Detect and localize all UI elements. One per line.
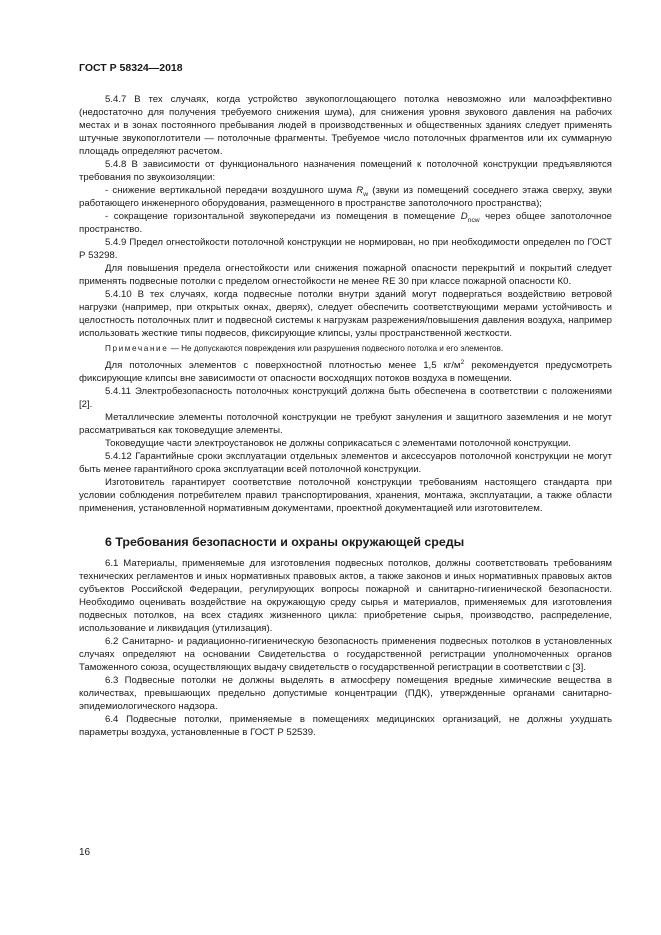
symbol-d: D	[460, 211, 468, 222]
paragraph-5-4-7: 5.4.7 В тех случаях, когда устройство звукопоглощающего потолка невозможно или малоэффективно (недостаточно для получения требуемого снижения шума), для снижения уровня звукового давления на рабочих местах и в зонах постоянного пребывания людей в производственных и общественных зданиях следует применять штучные звукопоглотители — потолочные фрагменты. Требуемое число потолочных фрагментов или их суммарную площадь определяют расчетом.	[79, 94, 612, 157]
list-item-text: через общее запотолочное пространство.	[79, 211, 612, 235]
document-code-header: ГОСТ Р 58324—2018	[79, 62, 183, 74]
paragraph-5-4-8: 5.4.8 В зависимости от функционального назначения помещений к потолочной конструкции предъявляются требования по звукоизоляции:	[79, 159, 612, 183]
symbol-subscript: w	[363, 190, 369, 198]
paragraph-5-4-11-metal: Металлические элементы потолочной конструкции не требуют зануления и защитного заземления и не могут рассматриваться как токоведущие элементы.	[79, 411, 612, 436]
section-6-heading: 6 Требования безопасности и охраны окружающей среды	[105, 534, 465, 549]
paragraph-6-3: 6.3 Подвесные потолки не должны выделять в атмосферу помещения вредные химические вещества в количествах, превышающих предельно допустимые концентрации (ПДК), утвержденные органами санитарно-эпидемиологического надзора.	[79, 674, 612, 712]
paragraph-6-1: 6.1 Материалы, применяемые для изготовления подвесных потолков, должны соответствовать требованиям технических регламентов и иных нормативных правовых актов, а также законов и иных нормативных правовых актов субъектов Российской Федерации, регулирующих вопросы пожарной и санитарно-гигиенической безопасности. Необходимо оценивать воздействие на окружающую среду сырья и материалов, применяемых для изготовления подвесных потолков, на всех стадиях жизненного цикла: приобретение сырья, производство, распределение, использование и ликвидация (утилизация).	[79, 557, 612, 634]
paragraph-6-2: 6.2 Санитарно- и радиационно-гигиеническую безопасность применения подвесных потолков в установленных случаях определяют на основании Свидетельства о государственной регистрации уполномоченных органов Таможенного союза, осуществляющих выдачу свидетельств о государственной регистрации в соответствии с [3].	[79, 635, 612, 673]
symbol-subscript: ncw	[467, 216, 480, 224]
paragraph-5-4-12: 5.4.12 Гарантийные сроки эксплуатации отдельных элементов и аксессуаров потолочной конструкции не могут быть менее гарантийного срока эксплуатации всей потолочной конструкции.	[79, 450, 612, 475]
list-item-vertical-noise	[79, 184, 612, 210]
paragraph-5-4-11: 5.4.11 Электробезопасность потолочных конструкций должна быть обеспечена в соответствии с положениями [2].	[79, 385, 612, 410]
note-label: Примечание	[105, 344, 169, 353]
density-text: рекомендуется предусмотреть фиксирующие клипсы вне зависимости от опасности восходящих потоков воздуха в помещении.	[79, 359, 612, 384]
note-text: — Не допускаются повреждения или разрушения подвесного потолка и его элементов.	[168, 344, 504, 353]
paragraph-5-4-11-live: Токоведущие части электроустановок не должны соприкасаться с элементами потолочной конструкции.	[105, 437, 571, 449]
list-item-text: (звуки из помещений соседнего этажа сверху, звуки работающего инженерного оборудования, размещенного в пространстве запотолочного пространства);	[79, 185, 612, 209]
paragraph-5-4-10: 5.4.10 В тех случаях, когда подвесные потолки внутри зданий могут подвергаться воздействию ветровой нагрузки (например, при открытых окнах, дверях), следует обеспечить соответствующими мерами устойчивость и целостность потолочных плит и подвесной системы к нагрузкам разрежения/повышения давления воздуха, например использовать жесткие типы подвесов, фиксирующие клипсы, узлы пространственной жесткости.	[79, 289, 612, 339]
list-item-horizontal-noise	[79, 210, 612, 236]
symbol-r: R	[356, 185, 364, 196]
density-text: Для потолочных элементов с поверхностной плотностью менее 1,5 кг/м	[105, 359, 461, 371]
page-number: 16	[79, 847, 91, 858]
density-superscript: 2	[460, 358, 465, 366]
page-body	[79, 93, 612, 739]
paragraph-5-4-9: 5.4.9 Предел огнестойкости потолочной конструкции не нормирован, но при необходимости определен по ГОСТ Р 53298.	[79, 237, 612, 261]
list-item-text: - снижение вертикальной передачи воздушного шума	[105, 185, 357, 196]
paragraph-5-4-12-warranty: Изготовитель гарантирует соответствие потолочной конструкции требованиям настоящего стандарта при условии соблюдения потребителем правил транспортирования, хранения, монтажа, эксплуатации, а также области применения, установленной нормативным документами, проектной документацией или изготовителем.	[79, 476, 612, 514]
list-item-text: - сокращение горизонтальной звукопередачи из помещения в помещение	[105, 211, 461, 222]
paragraph-6-4: 6.4 Подвесные потолки, применяемые в помещениях медицинских организаций, не должны ухудшать параметры воздуха, установленные в ГОСТ Р 52539.	[79, 713, 612, 738]
note	[79, 343, 612, 355]
paragraph-density	[79, 359, 612, 385]
paragraph-5-4-9-fire: Для повышения предела огнестойкости или снижения пожарной опасности перекрытий и покрытий следует применять подвесные потолки с пределом огнестойкости не менее RE 30 при классе пожарной опасности К0.	[79, 263, 612, 287]
